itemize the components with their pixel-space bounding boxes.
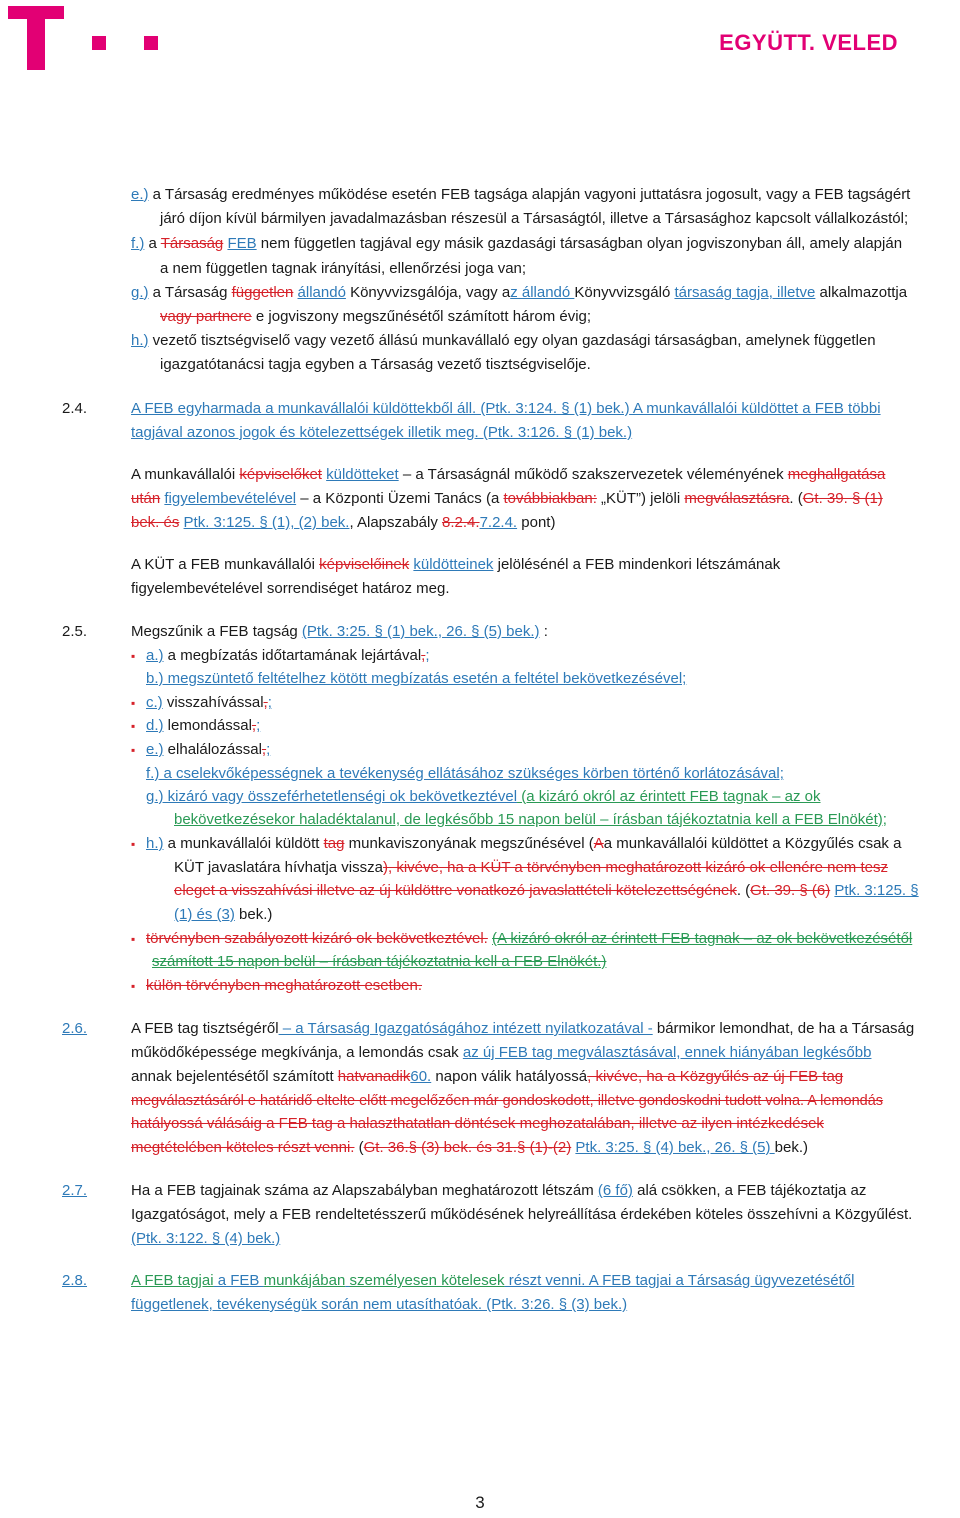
s25-item-h-line1: h.) a munkavállalói küldött tag munkaviszonyának megszűnésével (Aa munkavállalói küldöttet a Közgyűlés csak a [146, 835, 902, 852]
item-f-line1: f.) a Társaság FEB nem független tagjával egy másik gazdasági társaságban olyan jogviszonyban áll, amely alapján [131, 235, 903, 252]
s27-line1: Ha a FEB tagjainak száma az Alapszabályban meghatározott létszám (6 fő) alá csökken, a FEB tájékoztatja az [131, 1182, 867, 1199]
s24-p2-line1: A munkavállalói képviselőket küldötteket – a Társaságnál működő szakszervezetek véleményének meghallgatása [131, 466, 886, 483]
item-h-line2: igazgatótanácsi tagja egyben a Társaság vezető tisztségviselője. [160, 356, 591, 373]
page-number: 3 [475, 1493, 485, 1512]
header-slogan: EGYÜTT. VELED [719, 30, 898, 55]
bullet-c-icon: ▪ [131, 696, 136, 710]
s24-p1-line2: tagjával azonos jogok és kötelezettségek illetik meg. (Ptk. 3:126. § (1) bek.) [131, 424, 633, 441]
s27-line3: (Ptk. 3:122. § (4) bek.) [131, 1230, 281, 1247]
item-e-line2: járó díjon kívül bármilyen javadalmazásban részesül a Társaságtól, illetve a Társasághoz kapcsolt vállalkozástól; [160, 210, 909, 227]
s26-line6: megtételében köteles részt venni. (Gt. 36.§ (3) bek. és 31.§ (1)-(2) Ptk. 3:25. § (4) bek., 26. § (5) bek.) [131, 1139, 809, 1156]
item-h-line1: h.) vezető tisztségviselő vagy vezető állású munkavállaló egy olyan gazdasági társaságban, amelynek független [131, 332, 876, 349]
item-e-number: e. [131, 186, 144, 203]
s26-line4: megválasztásáról e határidő eltelte előtt megelőzően már gondoskodott, illetve gondoskodni tudott volna. A lemondás [131, 1093, 884, 1109]
s26-line2: működőképessége megkívánja, a lemondás csak az új FEB tag megválasztásával, ennek hiányában legkésőbb [131, 1044, 872, 1061]
s25-item-b: b.) megszüntető feltételhez kötött megbízatás esetén a feltétel bekövetkezésével; [146, 670, 687, 687]
s26-line1: A FEB tag tisztségéről – a Társaság Igazgatóságához intézett nyilatkozatával - bármikor lemondhat, de ha a Társaság [131, 1020, 915, 1037]
item-h-number: h. [131, 332, 144, 349]
section-2-7-number: 2.7. [62, 1182, 88, 1199]
s25-item-h-line2: KÜT javaslatára hívhatja vissza), kivéve, ha a KÜT a törvényben meghatározott kizáró ok ellenére nem tesz [174, 859, 888, 876]
s25-deleted-item-1-line1: törvényben szabályozott kizáró ok bekövetkeztével. (A kizáró okról az érintett FEB tagnak – az ok bekövetkezésétől [146, 930, 913, 947]
bullet-e-icon: ▪ [131, 743, 136, 757]
s24-p1-line1: A FEB egyharmada a munkavállalói küldöttekből áll. (Ptk. 3:124. § (1) bek.) A munkavállalói küldöttet a FEB többi [131, 400, 881, 417]
s25-item-c: c.) visszahívással,; [146, 694, 272, 711]
item-f-number: f. [131, 235, 140, 252]
s25-intro: Megszűnik a FEB tagság (Ptk. 3:25. § (1) bek., 26. § (5) bek.) : [131, 623, 548, 640]
bullet-a-icon: ▪ [131, 649, 136, 663]
item-g-line2: vagy partnere e jogviszony megszűnésétől számított három évig; [160, 308, 592, 325]
s25-item-h-line3: eleget a visszahívási illetve az új küldöttre vonatkozó javaslattételi kötelezettségének. (Gt. 39. § (6) Ptk. 3:125. § [174, 882, 919, 899]
s24-p2-line3: bek. és Ptk. 3:125. § (1), (2) bek., Alapszabály 8.2.4.7.2.4. pont) [131, 514, 556, 531]
s28-line2: függetlenek, tevékenységük során nem utasíthatóak. (Ptk. 3:26. § (3) bek.) [131, 1296, 628, 1313]
s25-item-a: a.) a megbízatás időtartamának lejártával,; [146, 647, 430, 664]
item-f-line2: a nem független tagnak irányítási, ellenőrzési joga van; [160, 260, 527, 277]
s25-item-h-line4: (1) és (3) bek.) [174, 906, 273, 923]
logo-t-stem [27, 6, 45, 70]
s26-line5: hatályossá válásáig a FEB tag a halaszthatatlan döntések meghozatalában, illetve az ilyen intézkedések [131, 1115, 824, 1132]
s26-line3: annak bejelentésétől számított hatvanadik60. napon válik hatályossá, kivéve, ha a Közgyűlés az új FEB tag [131, 1068, 844, 1085]
s25-deleted-item-2: külön törvényben meghatározott esetben. [146, 977, 423, 994]
s28-line1: A FEB tagjai a FEB munkájában személyesen kötelesek részt venni. A FEB tagjai a Társaság ügyvezetésétől [131, 1272, 855, 1289]
s25-item-e: e.) elhalálozással,; [146, 741, 271, 758]
bullet-h-icon: ▪ [131, 837, 136, 851]
bullet-x3-icon: ▪ [131, 979, 136, 993]
section-2-5-number: 2.5. [62, 623, 88, 640]
logo-square-1 [92, 36, 106, 50]
bullet-d-icon: ▪ [131, 719, 136, 733]
telekom-logo [8, 6, 158, 72]
section-2-6-number: 2.6. [62, 1020, 88, 1037]
s25-item-g-line2: bekövetkezésekor haladéktalanul, de legkésőbb 15 napon belül – írásban tájékoztatnia kell a FEB Elnökét); [174, 811, 887, 828]
bullet-x1-icon: ▪ [131, 932, 136, 946]
s24-p3-line1: A KÜT a FEB munkavállalói képviselőinek küldötteinek jelölésénél a FEB mindenkori létszámának [131, 556, 781, 573]
s27-line2: Igazgatóságot, mely a FEB rendeltetésszerű működésének helyreállítása érdekében köteles összehívni a Közgyűlést. [131, 1206, 913, 1223]
item-e-line1: e.) a Társaság eredményes működése esetén FEB tagsága alapján vagyoni juttatásra jogosult, vagy a FEB tagságért [131, 186, 911, 203]
s25-item-f: f.) a cselekvőképességnek a tevékenység ellátásához szükséges körben történő korlátozásával; [146, 765, 784, 782]
item-g-number: g. [131, 284, 144, 301]
s25-item-g-line1: g.) kizáró vagy összeférhetetlenségi ok bekövetkeztével (a kizáró okról az érintett FEB tagnak – az ok [146, 788, 821, 805]
s25-item-d: d.) lemondással,; [146, 717, 261, 734]
section-2-8-number: 2.8. [62, 1272, 88, 1289]
logo-square-2 [144, 36, 158, 50]
section-2-4-number: 2.4. [62, 400, 88, 417]
s24-p3-line2: figyelembevételével sorrendiséget határoz meg. [131, 580, 450, 597]
s24-p2-line2: után figyelembevételével – a Központi Üzemi Tanács (a továbbiakban: „KÜT”) jelöli megválasztásra. (Gt. 39. § (1) [131, 490, 883, 507]
item-g-line1: g.) a Társaság független állandó Könyvvizsgálója, vagy az állandó Könyvvizsgáló társaság tagja, illetve alkalmazottja [131, 284, 908, 301]
s25-deleted-item-1-line2: számított 15 napon belül – írásban tájékoztatnia kell a FEB Elnökét.) [152, 953, 607, 970]
